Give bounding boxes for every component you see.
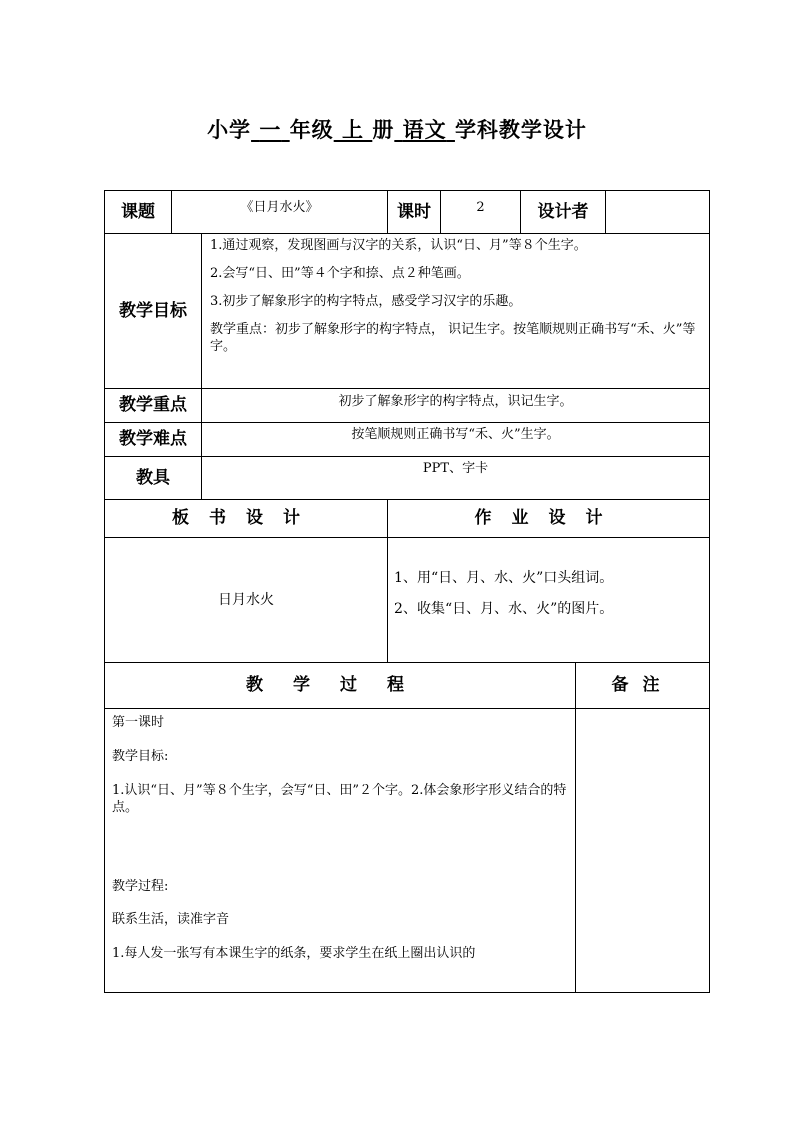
board-design-header: 板书设计 [105,500,388,538]
process-content [105,709,576,993]
tools-value: PPT、字卡 [202,457,710,500]
title-grade: 一 [259,118,282,142]
key-point-label: 教学重点 [105,389,202,423]
topic-label: 课题 [105,191,172,234]
process-content-row [105,709,710,993]
homework-item: 1、用“日、月、水、火”口头组词。 [394,569,614,586]
title-volume: 上 [342,118,364,142]
homework-design-header: 作业设计 [388,500,710,538]
designer-value [606,191,710,234]
key-point-row [105,389,710,423]
tools-row [105,457,710,500]
objective-item: 1.通过观察，发现图画与汉字的关系，认识“日、月”等８个生字。 [210,238,587,253]
design-header-row [105,500,710,538]
difficulty-label: 教学难点 [105,423,202,457]
process-header: 教学过程 [105,663,576,709]
process-header-row [105,663,710,709]
objective-item: 教学重点：初步了解象形字的构字特点， 识记生字。按笔顺规则正确书写“禾、火”等字。 [210,321,696,354]
notes-header: 备注 [576,663,710,709]
title-volume-suffix: 册 [372,118,395,142]
process-line: 第一课时 [112,715,165,730]
title-prefix: 小学 [207,118,252,142]
process-line: 教学目标: [112,748,169,764]
homework-content [388,538,710,663]
process-line: 1.每人发一张写有本课生字的纸条，要求学生在纸上圈出认识的 [112,946,476,962]
lesson-plan-table [104,190,710,993]
difficulty-value: 按笔顺规则正确书写“禾、火”生字。 [202,423,710,457]
objectives-label: 教学目标 [105,234,202,389]
period-value: 2 [441,191,521,234]
difficulty-row [105,423,710,457]
notes-content [576,709,710,993]
objectives-row [105,234,710,389]
title-subject: 语文 [402,118,447,142]
page-title [0,114,794,144]
board-design-content: 日月水火 [105,538,388,663]
designer-label: 设计者 [521,191,606,234]
topic-value: 《日月水火》 [172,191,388,234]
period-label: 课时 [388,191,441,234]
objective-item: 2.会写“日、田”等４个字和捺、点２种笔画。 [210,265,470,281]
objectives-content [202,234,710,389]
title-grade-suffix: 年级 [289,118,334,142]
design-content-row [105,538,710,663]
process-line: 联系生活，读准字音 [112,912,230,928]
process-line: 教学过程: [112,878,169,894]
process-line: 1.认识“日、月”等８个生字，会写“日、田”２个字。2.体会象形字形义结合的特点。 [112,782,567,815]
key-point-value: 初步了解象形字的构字特点，识记生字。 [202,389,710,423]
header-row [105,191,710,234]
title-suffix: 学科教学设计 [454,118,587,142]
objective-item: 3.初步了解象形字的构字特点，感受学习汉字的乐趣。 [210,293,522,309]
tools-label: 教具 [105,457,202,500]
homework-item: 2、收集“日、月、水、火”的图片。 [394,601,614,617]
